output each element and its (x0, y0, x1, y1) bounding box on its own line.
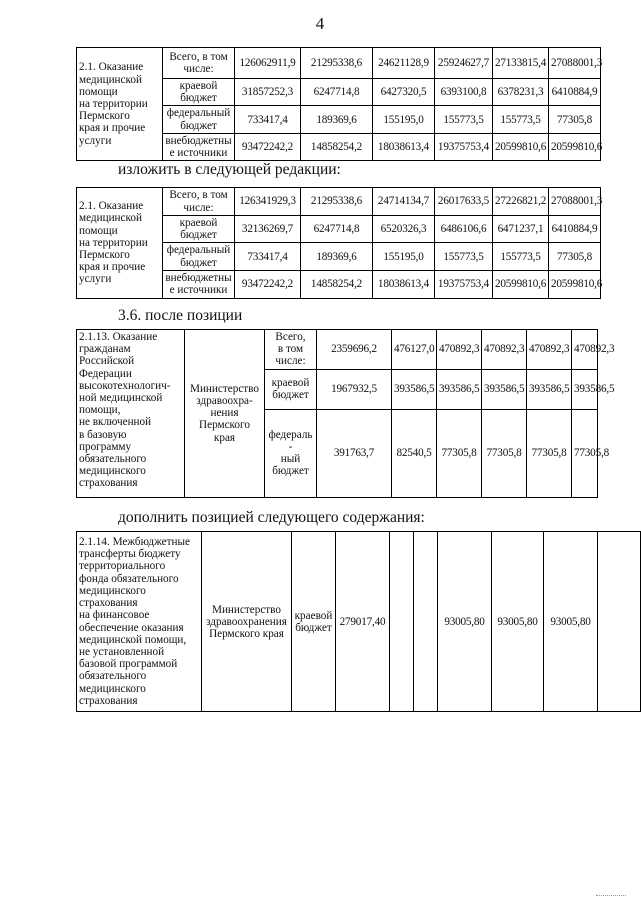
table-position-2-1-14 (76, 531, 641, 712)
value-cell: 6247714,8 (301, 79, 373, 106)
value-cell: 18038613,4 (373, 133, 435, 160)
funding-source: краевой бюджет (265, 369, 317, 409)
funding-source: краевой бюджет (163, 216, 235, 243)
value-cell: 6520326,3 (373, 216, 435, 243)
funding-source: краевой бюджет (163, 79, 235, 106)
value-cell: 470892,3 (572, 330, 598, 370)
value-cell: 6486106,6 (435, 216, 493, 243)
value-cell: 14858254,2 (301, 270, 373, 298)
value-cell: 19375753,4 (435, 270, 493, 298)
value-cell: 93005,80 (438, 532, 492, 712)
value-cell: 20599810,6 (549, 133, 601, 160)
value-cell: 189369,6 (301, 243, 373, 270)
funding-source: Всего, в том числе: (163, 48, 235, 79)
value-cell: 470892,3 (482, 330, 527, 370)
value-cell: 6247714,8 (301, 216, 373, 243)
value-cell: 27133815,4 (493, 48, 549, 79)
value-cell: 733417,4 (235, 106, 301, 133)
table-row (77, 188, 601, 216)
value-cell: 77305,8 (527, 409, 572, 497)
value-cell: 393586,5 (572, 369, 598, 409)
value-cell: 20599810,6 (493, 270, 549, 298)
value-cell: 24714134,7 (373, 188, 435, 216)
value-cell: 6393100,8 (435, 79, 493, 106)
value-cell: 93472242,2 (235, 133, 301, 160)
value-cell: 391763,7 (317, 409, 392, 497)
value-cell: 6410884,9 (549, 216, 601, 243)
value-cell: 77305,8 (549, 106, 601, 133)
value-cell: 26017633,5 (435, 188, 493, 216)
value-cell: 93005,80 (544, 532, 598, 712)
value-cell: 20599810,6 (493, 133, 549, 160)
value-cell: 14858254,2 (301, 133, 373, 160)
value-cell: 126062911,9 (235, 48, 301, 79)
value-cell: 77305,8 (437, 409, 482, 497)
value-cell: 393586,5 (437, 369, 482, 409)
value-cell: 18038613,4 (373, 270, 435, 298)
heading-add-position: дополнить позицией следующего содержания: (118, 509, 425, 526)
value-cell: 20599810,6 (549, 270, 601, 298)
value-cell: 189369,6 (301, 106, 373, 133)
heading-after-position: 3.6. после позиции (118, 307, 243, 324)
value-cell: 77305,8 (549, 243, 601, 270)
value-cell (598, 532, 641, 712)
position-name: 2.1. Оказание медицинской помощи на территории Пермского края и прочие услуги (77, 48, 163, 161)
funding-source: краевой бюджет (292, 532, 336, 712)
table-current-wording (76, 47, 601, 161)
value-cell: 393586,5 (392, 369, 437, 409)
value-cell: 25924627,7 (435, 48, 493, 79)
value-cell: 27226821,2 (493, 188, 549, 216)
value-cell: 279017,40 (336, 532, 390, 712)
value-cell: 2359696,2 (317, 330, 392, 370)
value-cell: 470892,3 (437, 330, 482, 370)
position-name: 2.1.14. Межбюджетные трансферты бюджету территориального фонда обязательного медицинского страхования на финансовое обеспечение оказания медицинской помощи, не установленной базовой программой обязательного медицинского страхования (77, 532, 202, 712)
value-cell: 470892,3 (527, 330, 572, 370)
value-cell: 82540,5 (392, 409, 437, 497)
funding-source: федераль- ный бюджет (265, 409, 317, 497)
value-cell: 393586,5 (527, 369, 572, 409)
value-cell: 393586,5 (482, 369, 527, 409)
value-cell: 21295338,6 (301, 188, 373, 216)
table-new-wording (76, 187, 601, 299)
value-cell: 733417,4 (235, 243, 301, 270)
value-cell: 24621128,9 (373, 48, 435, 79)
value-cell: 93005,80 (492, 532, 544, 712)
value-cell: 27088001,3 (549, 48, 601, 79)
value-cell: 6378231,3 (493, 79, 549, 106)
value-cell: 155773,5 (493, 243, 549, 270)
value-cell: 155773,5 (493, 106, 549, 133)
value-cell: 21295338,6 (301, 48, 373, 79)
funding-source: федеральный бюджет (163, 243, 235, 270)
value-cell: 93472242,2 (235, 270, 301, 298)
responsible-organization: Министерство здравоохра- нения Пермского края (185, 330, 265, 498)
value-cell: 6410884,9 (549, 79, 601, 106)
table-row (77, 532, 641, 712)
value-cell: 19375753,4 (435, 133, 493, 160)
position-name: 2.1.13. Оказание гражданам Российской Федерации высокотехнологич- ной медицинской помощи, не включенной в базовую программу обязательного медицинского страхования (77, 330, 185, 498)
table-row (77, 330, 598, 370)
value-cell: 155773,5 (435, 106, 493, 133)
heading-new-wording: изложить в следующей редакции: (118, 161, 341, 178)
table-position-2-1-13 (76, 329, 615, 498)
value-cell (390, 532, 414, 712)
value-cell: 6427320,5 (373, 79, 435, 106)
value-cell: 126341929,3 (235, 188, 301, 216)
responsible-organization: Министерство здравоохранения Пермского края (202, 532, 292, 712)
funding-source: Всего, в том числе: (265, 330, 317, 370)
value-cell: 6471237,1 (493, 216, 549, 243)
funding-source: внебюджетные источники (163, 133, 235, 160)
position-name: 2.1. Оказание медицинской помощи на территории Пермского края и прочие услуги (77, 188, 163, 299)
value-cell (414, 532, 438, 712)
funding-source: федеральный бюджет (163, 106, 235, 133)
value-cell: 476127,0 (392, 330, 437, 370)
value-cell: 31857252,3 (235, 79, 301, 106)
value-cell: 32136269,7 (235, 216, 301, 243)
value-cell: 27088001,3 (549, 188, 601, 216)
value-cell: 77305,8 (482, 409, 527, 497)
value-cell: 77305,8 (572, 409, 598, 497)
funding-source: Всего, в том числе: (163, 188, 235, 216)
funding-source: внебюджетные источники (163, 270, 235, 298)
table-row (77, 48, 601, 79)
value-cell: 155773,5 (435, 243, 493, 270)
value-cell: 1967932,5 (317, 369, 392, 409)
scan-edge-mark (596, 895, 626, 896)
value-cell: 155195,0 (373, 106, 435, 133)
value-cell: 155195,0 (373, 243, 435, 270)
page-number: 4 (315, 14, 325, 33)
